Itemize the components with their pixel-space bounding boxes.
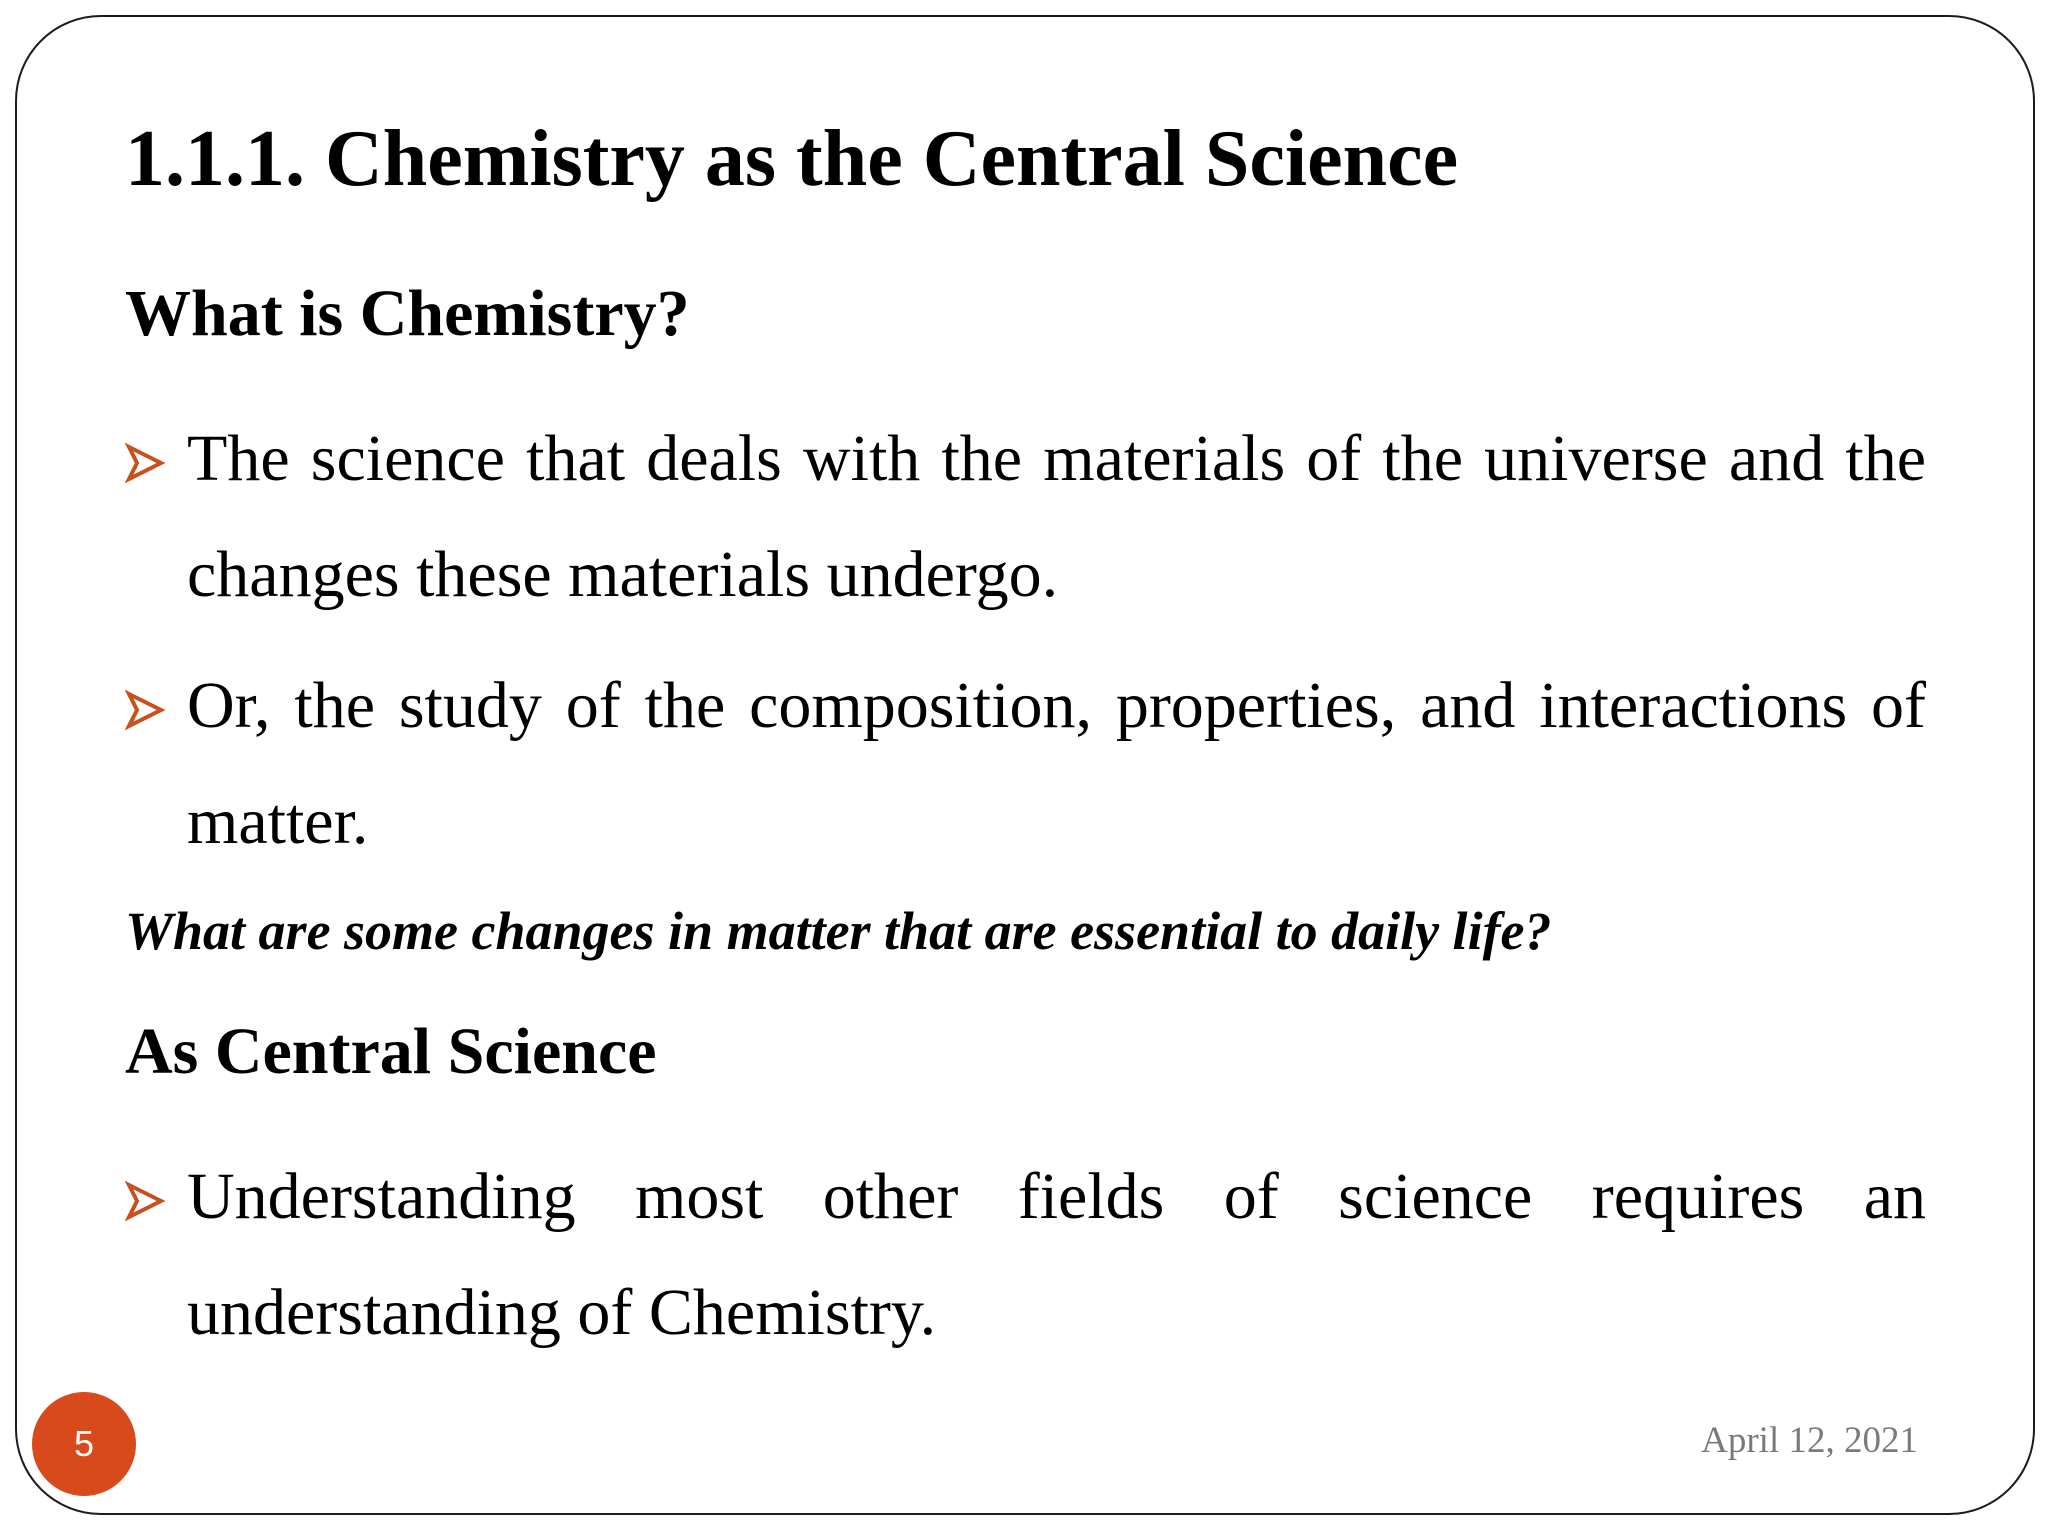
section-heading-central-science: As Central Science [125,1015,657,1088]
bullet-item [125,648,1925,880]
bullet-text: The science that deals with the materials of the universe and the changes these materials undergo. [187,422,1926,611]
bullet-text: Or, the study of the composition, properties, and interactions of matter. [187,669,1926,858]
slide-date: April 12, 2021 [1701,1420,1918,1461]
arrow-bullet-icon [125,690,165,730]
slide-title: 1.1.1. Chemistry as the Central Science [125,115,1459,203]
bullet-text: Understanding most other fields of science requires an understanding of Chemistry. [187,1160,1926,1349]
bullet-item [125,1139,1925,1371]
arrow-bullet-icon [125,443,165,483]
arrow-bullet-icon [125,1181,165,1221]
slide-number-badge: 5 [32,1392,136,1496]
bullet-item [125,401,1925,633]
section-heading-what-is-chemistry: What is Chemistry? [125,277,690,350]
discussion-question: What are some changes in matter that are essential to daily life? [125,901,1552,961]
